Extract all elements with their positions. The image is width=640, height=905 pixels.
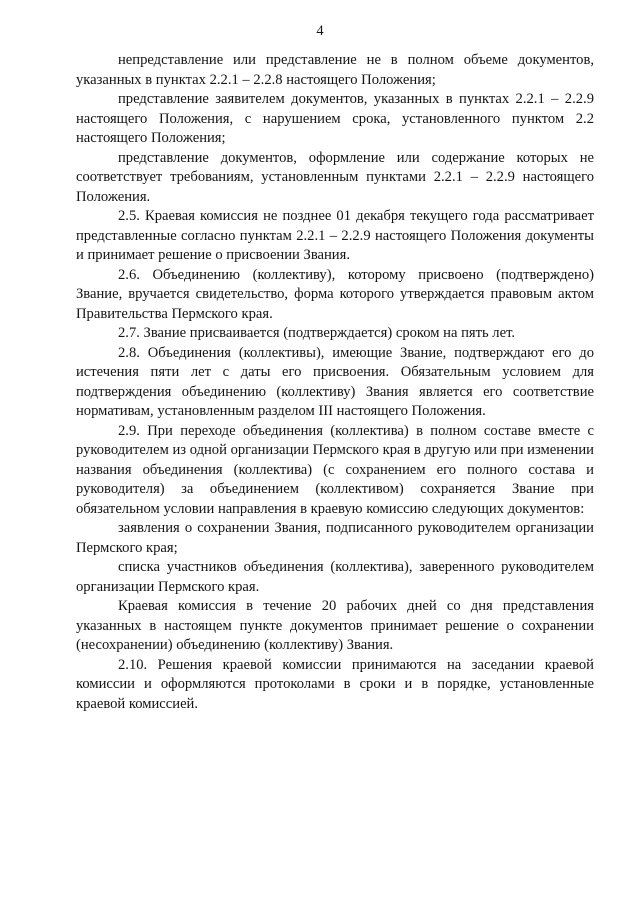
paragraph-2-10: 2.10. Решения краевой комиссии принимаются на заседании краевой комиссии и оформляются протоколами в сроки и в порядке, установленные краевой комиссией. <box>76 656 594 712</box>
paragraph-2-5: 2.5. Краевая комиссия не позднее 01 декабря текущего года рассматривает представленные согласно пунктам 2.2.1 – 2.2.9 настоящего Положения документы и принимает решение о присвоении Звания. <box>76 208 594 263</box>
paragraph-2-8: 2.8. Объединения (коллективы), имеющие Звание, подтверждают его до истечения пяти лет с даты его присвоения. Обязательным условием для подтверждения объединению (коллективу) Звания является его соответствие нормативам, установленным разделом III настоящего Положения. <box>76 344 594 419</box>
paragraph-2-6: 2.6. Объединению (коллективу), которому присвоено (подтверждено) Звание, вручается свидетельство, форма которого утверждается правовым актом Правительства Пермского края. <box>76 266 594 322</box>
paragraph-application-item: заявления о сохранении Звания, подписанного руководителем организации Пермского края; <box>76 520 594 556</box>
document-body <box>76 51 594 714</box>
paragraph-commission-decision: Краевая комиссия в течение 20 рабочих дней со дня представления указанных в настоящем пункте документов принимает решение о сохранении (несохранении) объединению (коллективу) Звания. <box>76 598 594 653</box>
paragraph-nonsubmission: непредставление или представление не в полном объеме документов, указанных в пунктах 2.2.1 – 2.2.8 настоящего Положения; <box>76 52 594 88</box>
paragraph-noncompliant-documents: представление документов, оформление или содержание которых не соответствует требованиям, установленным пунктами 2.2.1 – 2.2.9 настоящего Положения. <box>76 149 594 205</box>
paragraph-participants-list-item: списка участников объединения (коллектива), заверенного руководителем организации Пермского края. <box>76 559 594 595</box>
paragraph-2-9: 2.9. При переходе объединения (коллектива) в полном составе вместе с руководителем из одной организации Пермского края в другую или при изменении названия объединения (коллектива) (с сохранением его полного состава и руководителя) за объединением (коллективом) сохраняется Звание при обязательном условии направления в краевую комиссию следующих документов: <box>76 422 594 517</box>
paragraph-2-7: 2.7. Звание присваивается (подтверждается) сроком на пять лет. <box>118 325 515 341</box>
paragraph-late-submission: представление заявителем документов, указанных в пунктах 2.2.1 – 2.2.9 настоящего Положения, с нарушением срока, установленного пунктом 2.2 настоящего Положения; <box>76 91 594 146</box>
page-number: 4 <box>316 23 324 39</box>
